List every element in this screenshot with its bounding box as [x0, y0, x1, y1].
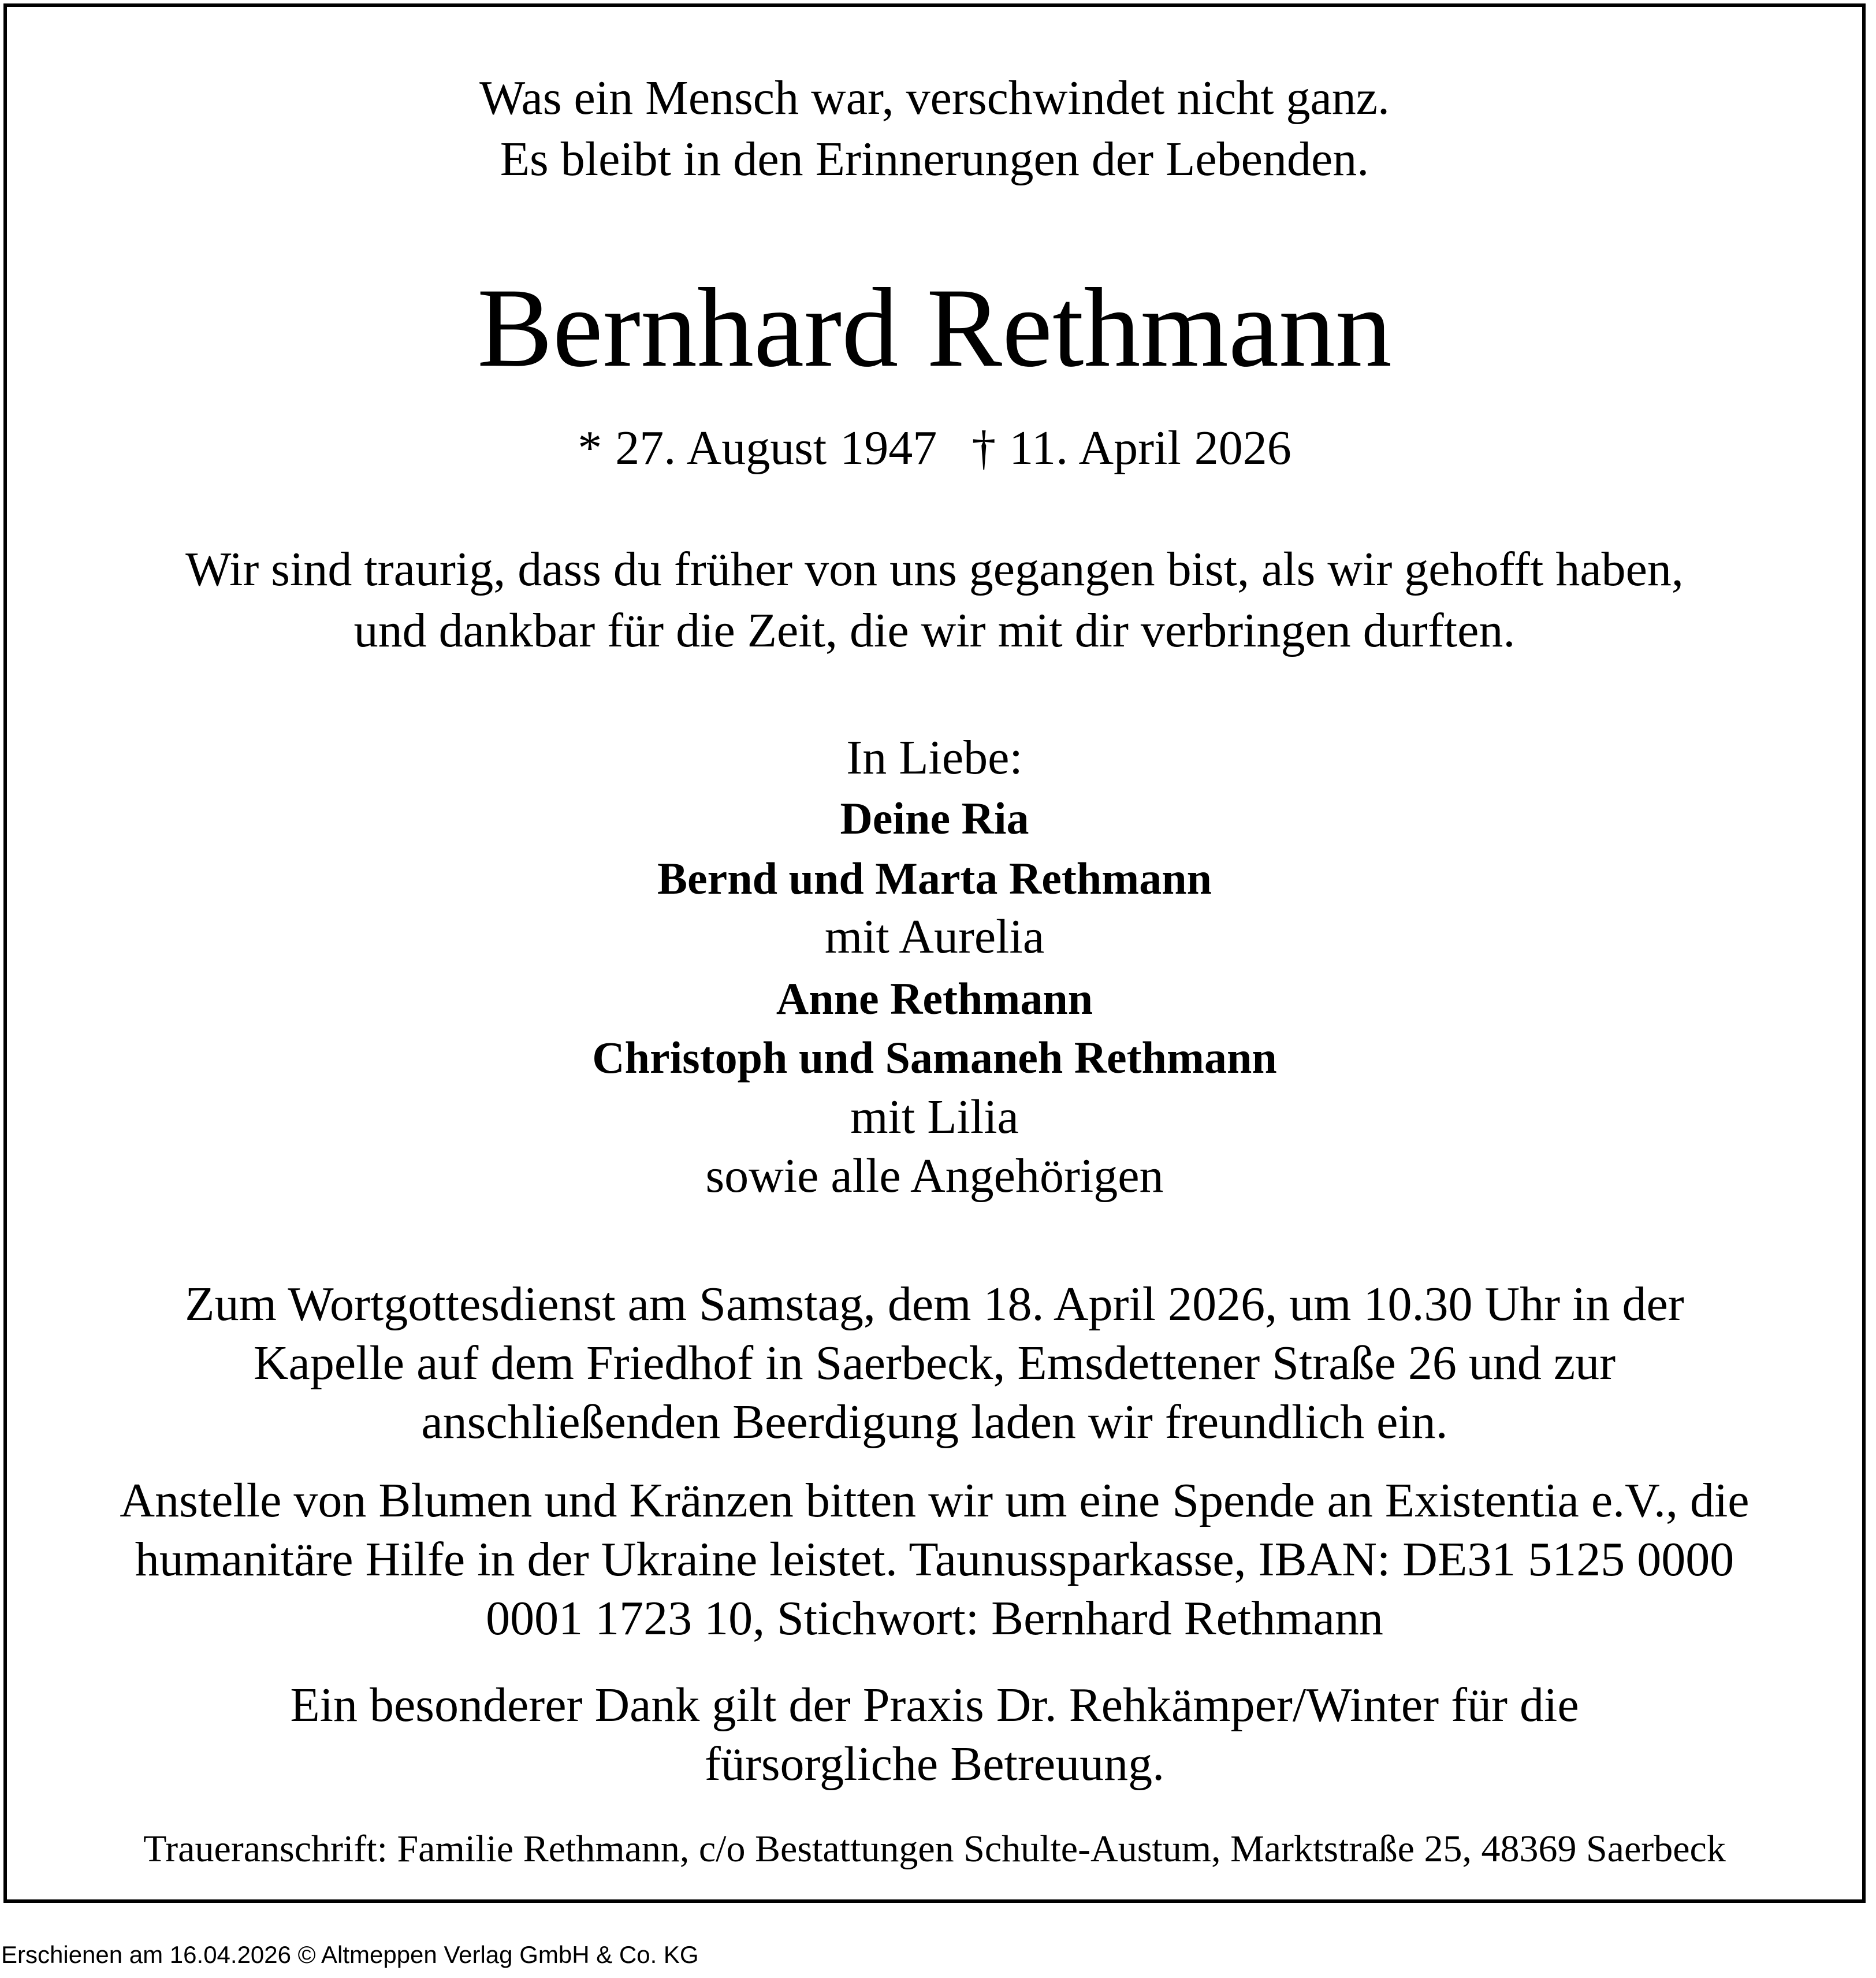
service-line-1: Zum Wortgottesdienst am Samstag, dem 18. April 2026, um 10.30 Uhr in der: [185, 1277, 1684, 1331]
thanks-line-1: Ein besonderer Dank gilt der Praxis Dr. Rehkämper/Winter für die: [290, 1678, 1579, 1732]
service-line-2: Kapelle auf dem Friedhof in Saerbeck, Emsdettener Straße 26 und zur: [253, 1336, 1616, 1390]
obituary-notice: [3, 3, 1866, 1903]
mourner-line: sowie alle Angehörigen: [705, 1149, 1164, 1203]
deceased-name: Bernhard Rethmann: [477, 265, 1392, 391]
life-dates: [7, 421, 1862, 475]
service-line-3: anschließenden Beerdigung laden wir freundlich ein.: [421, 1395, 1448, 1449]
motto-line-1: Was ein Mensch war, verschwindet nicht ganz.: [479, 71, 1390, 125]
donation-line-2: humanitäre Hilfe in der Ukraine leistet. Taunussparkasse, IBAN: DE31 5125 0000: [135, 1533, 1734, 1586]
donation-line-1: Anstelle von Blumen und Kränzen bitten wir um eine Spende an Existentia e.V., die: [120, 1474, 1750, 1527]
donation-line-3: 0001 1723 10, Stichwort: Bernhard Rethmann: [486, 1592, 1383, 1645]
death-date: † 11. April 2026: [972, 421, 1291, 475]
mourner-line: Christoph und Samaneh Rethmann: [592, 1032, 1277, 1083]
mourner-line: mit Aurelia: [824, 910, 1045, 964]
message-line-2: und dankbar für die Zeit, die wir mit dir verbringen durften.: [353, 604, 1516, 657]
mourning-address: Traueranschrift: Familie Rethmann, c/o Bestattungen Schulte-Austum, Marktstraße 25, 48369 Saerbeck: [143, 1828, 1726, 1870]
motto-line-2: Es bleibt in den Erinnerungen der Lebenden.: [500, 132, 1369, 186]
publication-credit: Erschienen am 16.04.2026 © Altmeppen Verlag GmbH & Co. KG: [1, 1941, 699, 1968]
mourner-line: Anne Rethmann: [776, 973, 1093, 1024]
mourner-line: mit Lilia: [850, 1090, 1019, 1144]
birth-date: * 27. August 1947: [578, 421, 937, 475]
mourner-line: Deine Ria: [840, 793, 1029, 843]
thanks-line-2: fürsorgliche Betreuung.: [704, 1737, 1165, 1791]
mourner-line: Bernd und Marta Rethmann: [657, 853, 1212, 904]
message-line-1: Wir sind traurig, dass du früher von uns gegangen bist, als wir gehofft haben,: [185, 542, 1684, 596]
mourner-line: In Liebe:: [846, 731, 1023, 784]
